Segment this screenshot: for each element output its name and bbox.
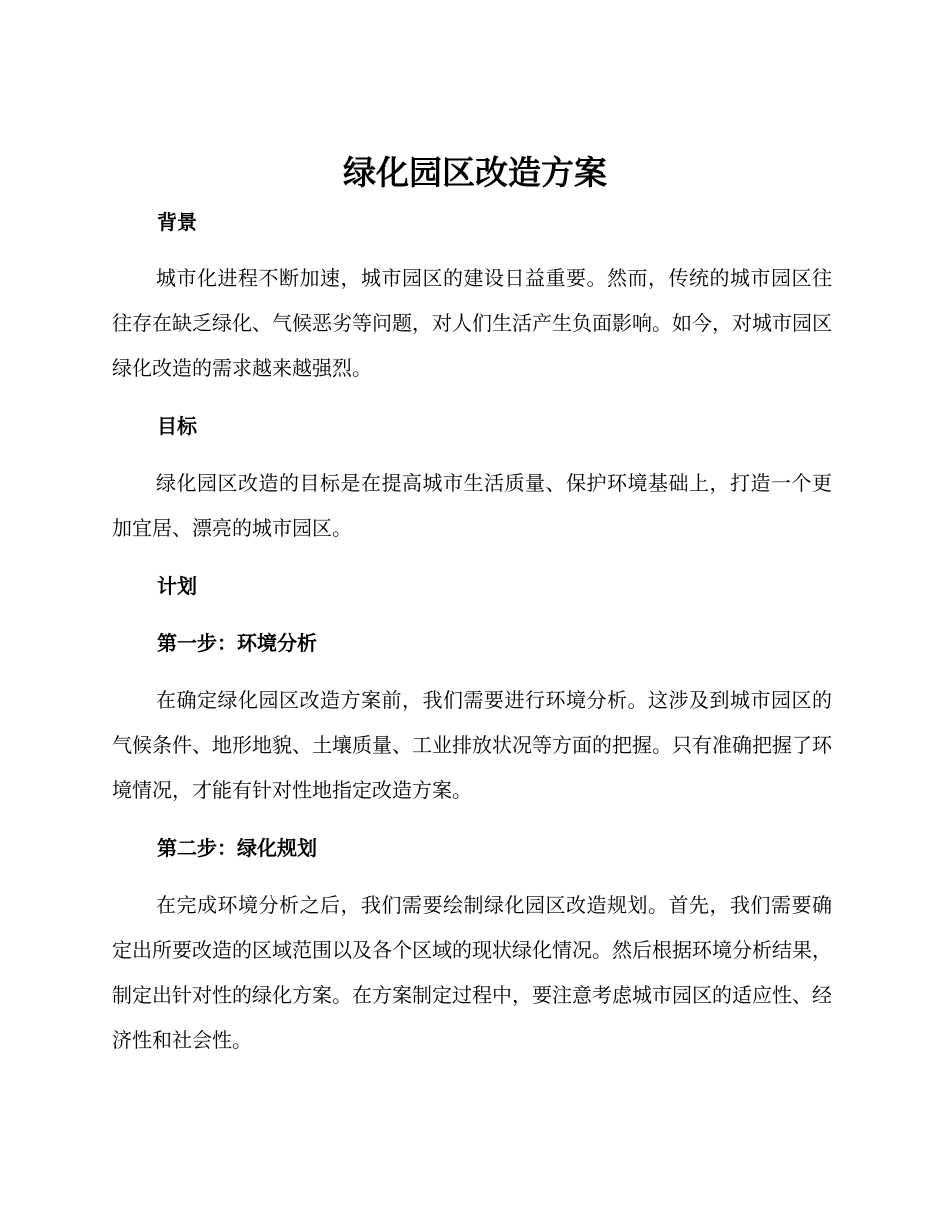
step-heading-greening-plan: 第二步：绿化规划 (157, 836, 317, 860)
paragraph-background: 城市化进程不断加速，城市园区的建设日益重要。然而，传统的城市园区往往存在缺乏绿化、气候恶劣等问题，对人们生活产生负面影响。如今，对城市园区绿化改造的需求越来越强烈。 (112, 266, 832, 380)
paragraph-goal: 绿化园区改造的目标是在提高城市生活质量、保护环境基础上，打造一个更加宜居、漂亮的城市园区。 (112, 471, 832, 540)
step-heading-environment-analysis: 第一步：环境分析 (157, 631, 317, 655)
paragraph-greening-plan: 在完成环境分析之后，我们需要绘制绿化园区改造规划。首先，我们需要确定出所要改造的区域范围以及各个区域的现状绿化情况。然后根据环境分析结果，制定出针对性的绿化方案。在方案制定过程中，要注意考虑城市园区的适应性、经济性和社会性。 (112, 893, 832, 1052)
section-heading-background: 背景 (157, 210, 197, 234)
section-heading-goal: 目标 (157, 414, 197, 438)
document-title: 绿化园区改造方案 (343, 153, 607, 192)
paragraph-environment-analysis: 在确定绿化园区改造方案前，我们需要进行环境分析。这涉及到城市园区的气候条件、地形地貌、土壤质量、工业排放状况等方面的把握。只有准确把握了环境情况，才能有针对性地指定改造方案。 (112, 688, 832, 802)
section-heading-plan: 计划 (157, 574, 197, 598)
